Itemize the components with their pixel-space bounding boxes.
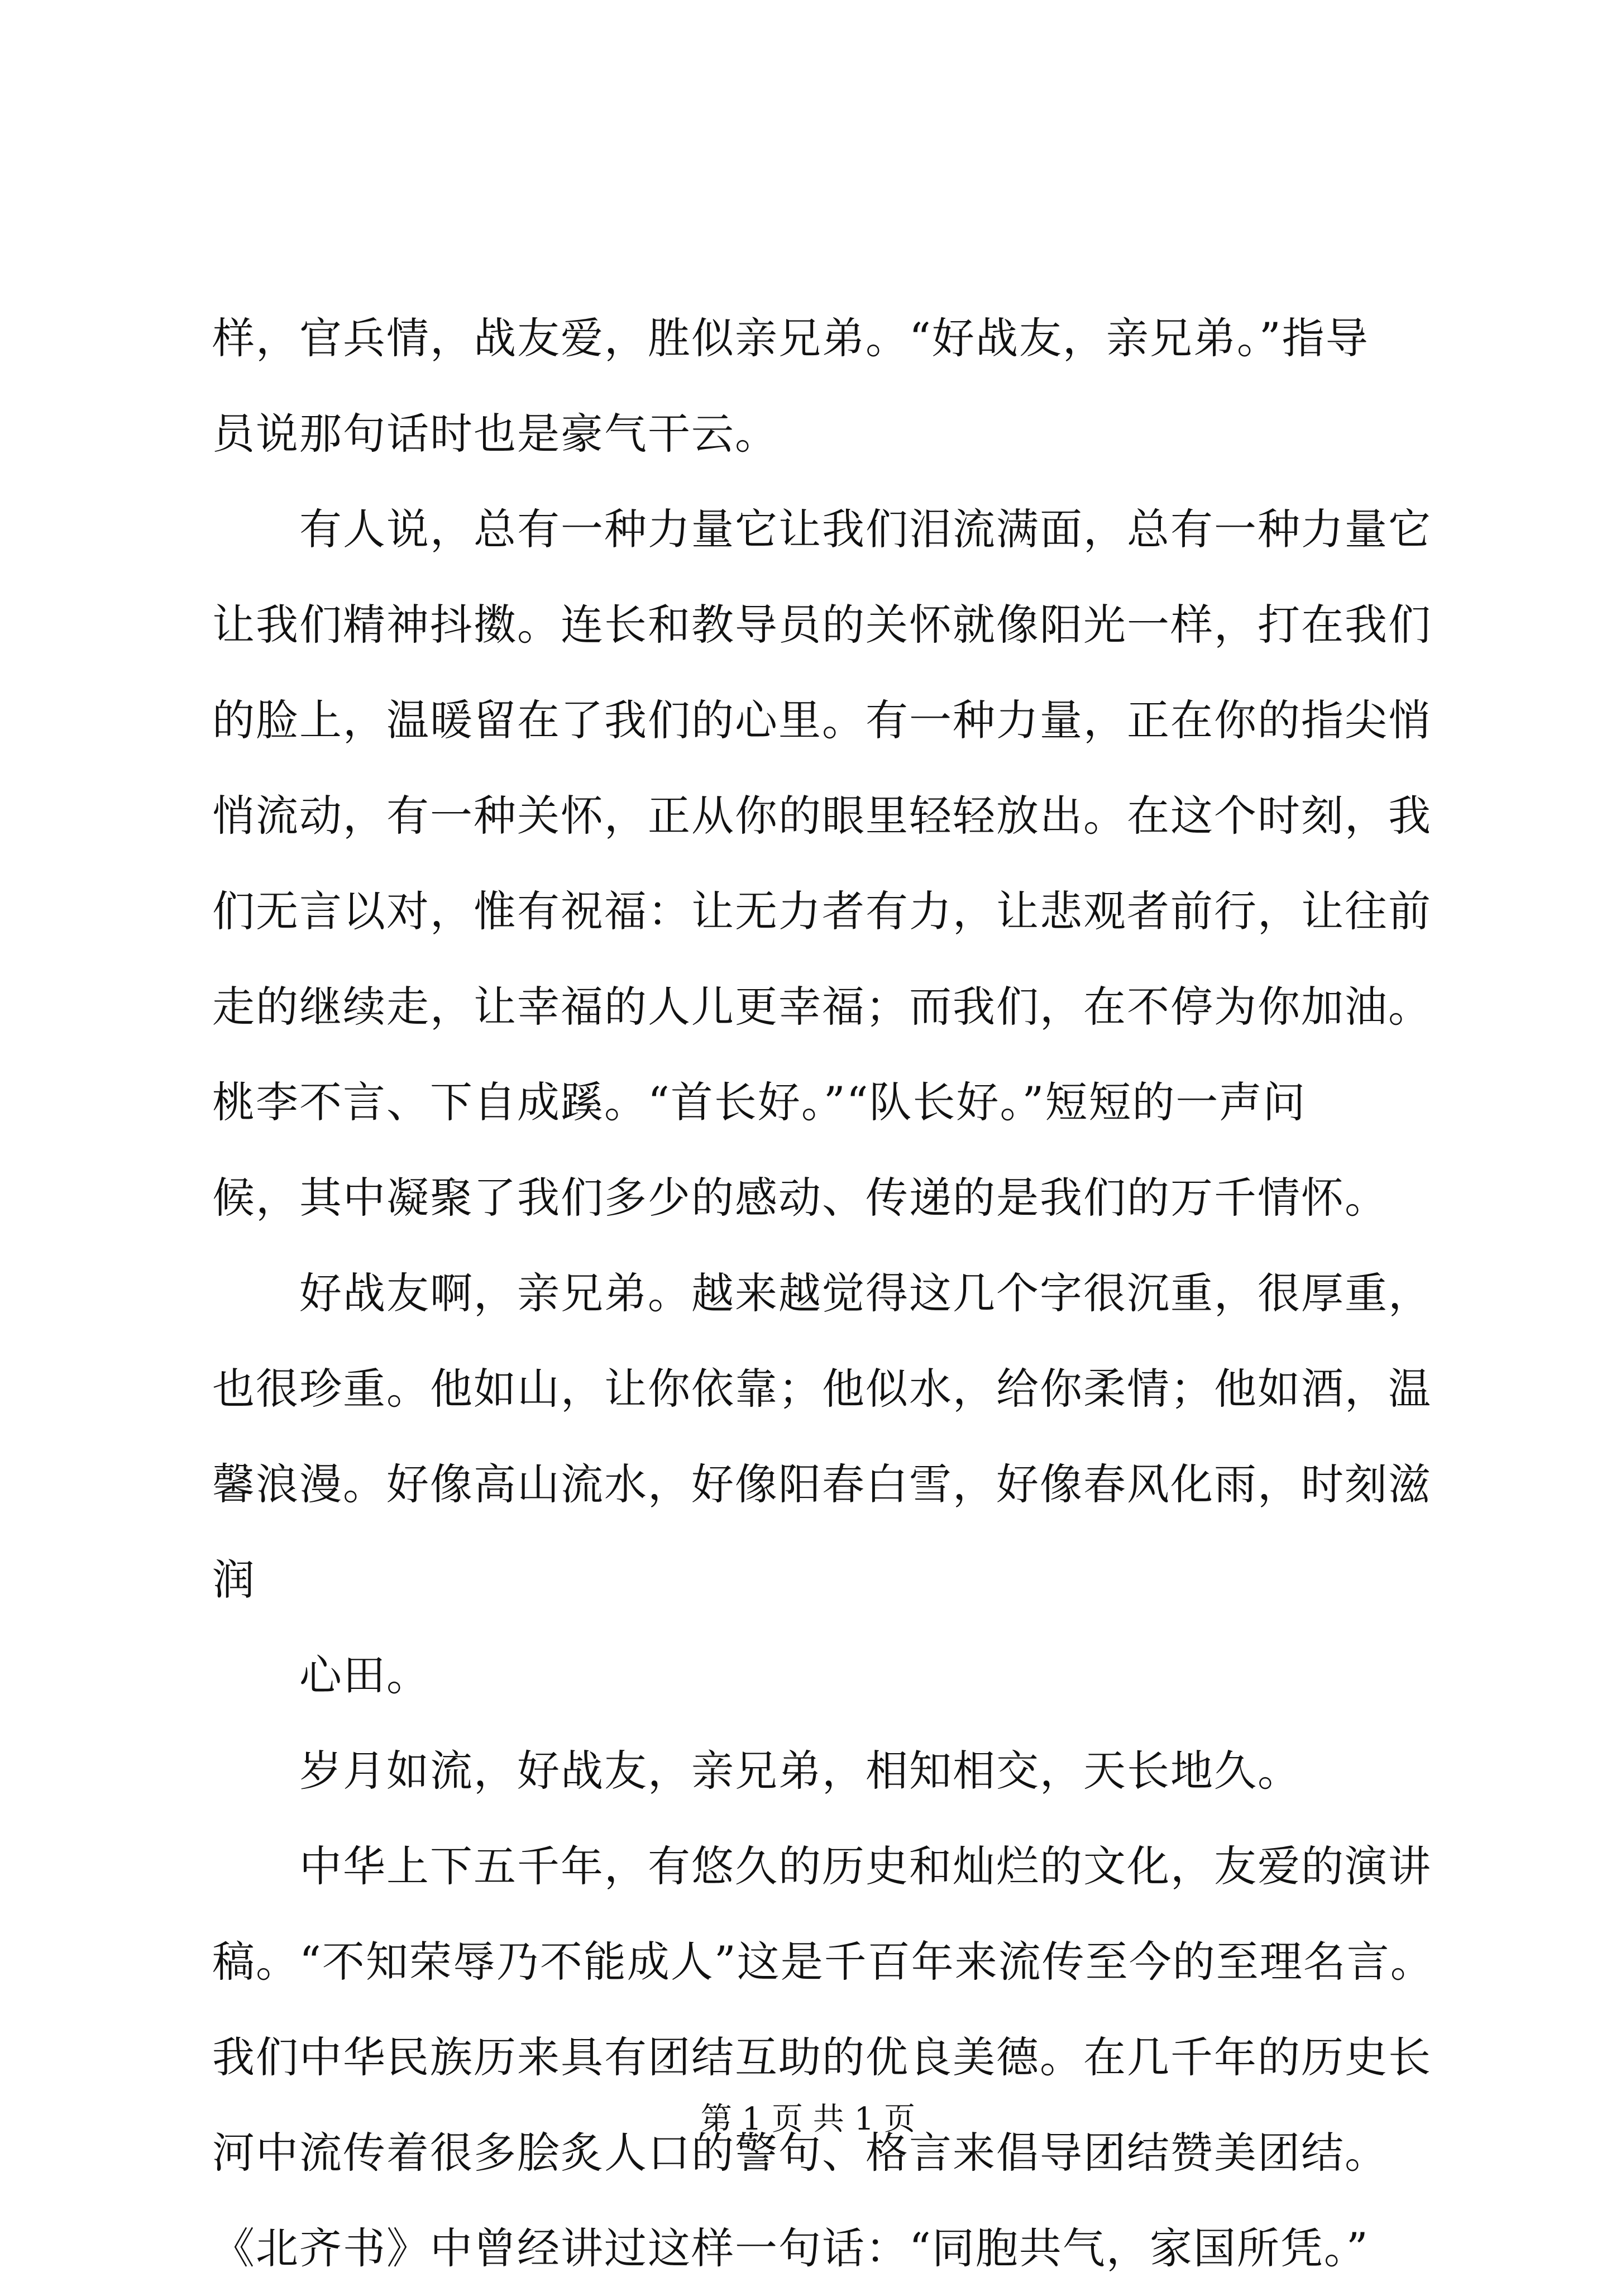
text-line: 悄流动，有一种关怀，正从你的眼里轻轻放出。在这个时刻，我 [212,791,1432,841]
text-line: 润 [212,1555,256,1605]
text-line: 走的继续走，让幸福的人儿更幸福；而我们，在不停为你加油。 [212,982,1432,1032]
text-line: 《北齐书》中曾经讲过这样一句话：“同胞共气，家国所凭。” [212,2223,1369,2273]
text-line: 们无言以对，惟有祝福：让无力者有力，让悲观者前行，让往前 [212,886,1432,936]
text-line: 好战友啊，亲兄弟。越来越觉得这几个字很沉重，很厚重， [299,1268,1432,1318]
text-line: 员说那句话时也是豪气干云。 [212,409,778,459]
text-line: 我们中华民族历来具有团结互助的优良美德。在几千年的历史长 [212,2032,1432,2082]
text-line: 候，其中凝聚了我们多少的感动、传递的是我们的万千情怀。 [212,1173,1388,1223]
text-line: 中华上下五千年，有悠久的历史和灿烂的文化，友爱的演讲 [299,1841,1432,1891]
page-number-label: 第 1 页 共 1 页 [700,2101,916,2137]
page-footer [0,2097,1616,2142]
text-line: 河中流传着很多脍炙人口的警句、格言来倡导团结赞美团结。 [212,2128,1388,2178]
text-line: 心田。 [299,1650,430,1700]
text-line: 有人说，总有一种力量它让我们泪流满面，总有一种力量它 [299,504,1432,554]
text-line: 也很珍重。他如山，让你依靠；他似水，给你柔情；他如酒，温 [212,1364,1432,1414]
body-text [212,290,1434,2296]
text-line: 让我们精神抖擞。连长和教导员的关怀就像阳光一样，打在我们 [212,600,1432,650]
text-line: 桃李不言、下自成蹊。“首长好。”“队长好。”短短的一声问 [212,1077,1307,1127]
text-line: 样，官兵情，战友爱，胜似亲兄弟。“好战友，亲兄弟。”指导 [212,313,1369,363]
text-line: 稿。“不知荣辱乃不能成人”这是千百年来流传至今的至理名言。 [212,1937,1434,1987]
text-line: 馨浪漫。好像高山流水，好像阳春白雪，好像春风化雨，时刻滋 [212,1459,1432,1509]
text-line: 岁月如流，好战友，亲兄弟，相知相交，天长地久。 [299,1746,1301,1796]
text-line: 的脸上，温暖留在了我们的心里。有一种力量，正在你的指尖悄 [212,695,1432,745]
